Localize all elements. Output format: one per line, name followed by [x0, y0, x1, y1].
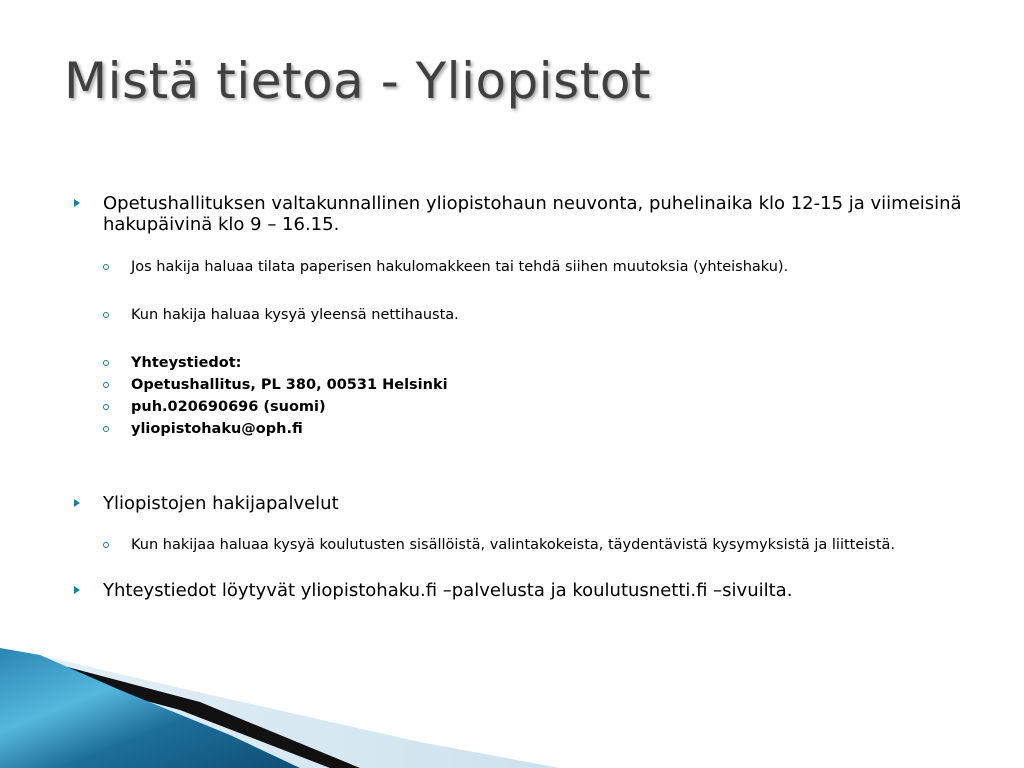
sub-bullet-text: Kun hakijaa haluaa kysyä koulutusten sisällöistä, valintakokeista, täydentävistä kysymyksistä ja liitteistä. — [131, 537, 896, 553]
contact-text: Yhteystiedot: — [131, 355, 242, 371]
bullet-text: Yhteystiedot löytyvät yliopistohaku.fi –palvelusta ja koulutusnetti.fi –sivuilta. — [103, 580, 793, 601]
sub-bullet-text: Jos hakija haluaa tilata paperisen hakulomakkeen tai tehdä siihen muutoksia (yhteishaku). — [131, 259, 789, 275]
contact-text: puh.020690696 (suomi) — [131, 399, 326, 415]
sub-bullet-text: Kun hakija haluaa kysyä yleensä nettihausta. — [131, 307, 459, 323]
contact-text: Opetushallitus, PL 380, 00531 Helsinki — [131, 377, 448, 393]
slide-title: Mistä tietoa - Yliopistot — [64, 52, 652, 110]
bullet-text: Opetushallituksen valtakunnallinen yliopistohaun neuvonta, puhelinaika klo 12-15 ja viimeisinä hakupäivinä klo 9 – 16.15. — [103, 193, 962, 235]
contact-text: yliopistohaku@oph.fi — [131, 421, 303, 437]
bullet-text: Yliopistojen hakijapalvelut — [103, 493, 339, 514]
